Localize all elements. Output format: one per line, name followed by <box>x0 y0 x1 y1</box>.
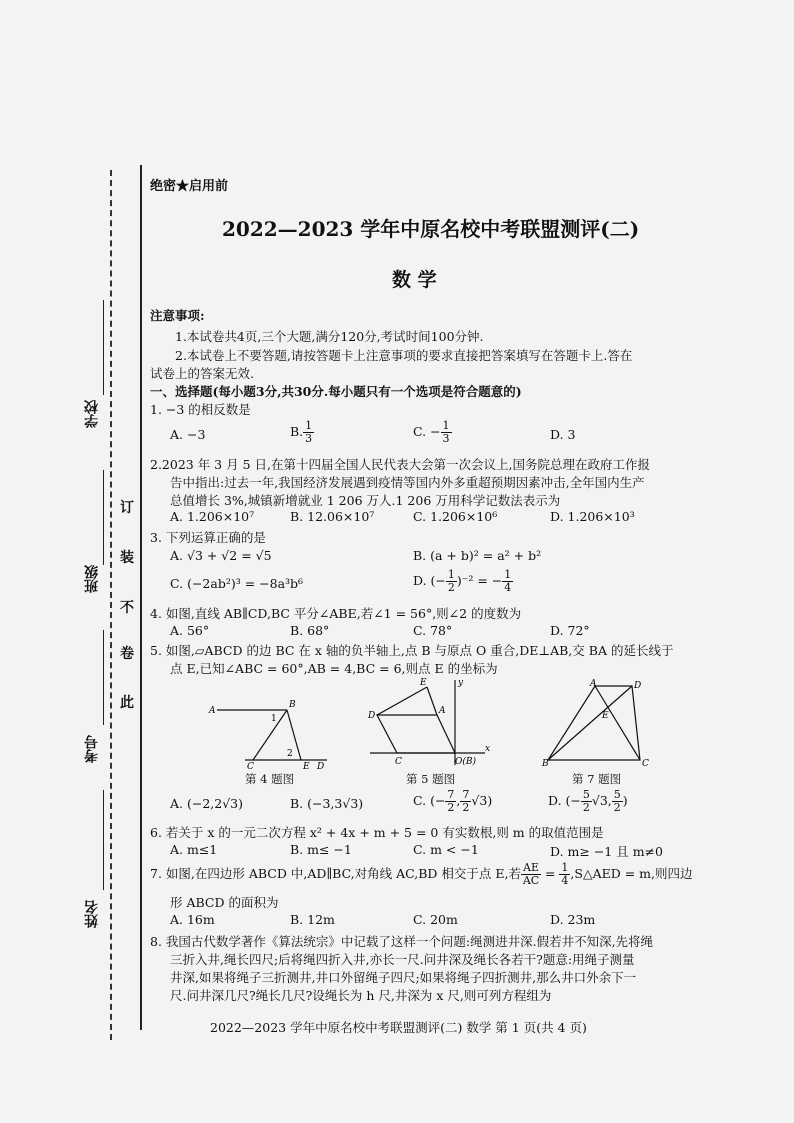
q4-option-d: D. 72° <box>550 623 590 638</box>
figure-5-caption: 第 5 题图 <box>406 772 456 786</box>
svg-text:D: D <box>368 711 376 721</box>
seal-char: 订 <box>120 500 134 516</box>
q5-option-c: C. (− $\frac{7}{2}$ , $\frac{7}{2}$ √3) <box>413 788 493 814</box>
q1-option-a: A. −3 <box>170 427 206 442</box>
confidential-mark: 绝密★启用前 <box>150 179 229 194</box>
notice-heading: 注意事项: <box>150 308 205 323</box>
q6-option-c: C. m < −1 <box>413 842 479 857</box>
q3-option-a: A. √3 + √2 = √5 <box>170 548 272 563</box>
q5-line-2: 点 E,已知∠ABC = 60°,AB = 4,BC = 6,则点 E 的坐标为 <box>170 661 498 676</box>
q5-option-d: D. (− $\frac{5}{2}$ √3, $\frac{5}{2}$ ) <box>548 788 628 814</box>
svg-text:E: E <box>420 678 427 688</box>
svg-text:x: x <box>485 744 491 754</box>
q6-option-b: B. m≤ −1 <box>290 842 352 857</box>
q7-option-d: D. 23m <box>550 912 596 927</box>
figure-7 <box>540 678 655 768</box>
svg-text:1: 1 <box>271 714 277 724</box>
school-underline <box>103 300 104 395</box>
svg-text:2: 2 <box>287 749 293 759</box>
q1-option-d: D. 3 <box>550 427 576 442</box>
name-label: 姓名 <box>84 900 100 928</box>
class-label: 班级 <box>84 565 100 593</box>
q4-option-a: A. 56° <box>170 623 210 638</box>
q8-line-2: 三折入井,绳长四尺;后将绳四折入井,亦长一尺.问井深及绳长各若干?题意:用绳子测量 <box>170 952 635 967</box>
class-underline <box>103 470 104 565</box>
svg-text:D: D <box>634 681 642 691</box>
figure-4-caption: 第 4 题图 <box>245 772 295 786</box>
q2-option-c: C. 1.206×10⁶ <box>413 509 498 524</box>
section-heading: 一、选择题(每小题3分,共30分.每小题只有一个选项是符合题意的) <box>150 384 522 399</box>
q6-option-d: D. m≥ −1 且 m≠0 <box>550 844 663 859</box>
q2-line-1: 2.2023 年 3 月 5 日,在第十四届全国人民代表大会第一次会议上,国务院总理在政府工作报 <box>150 457 650 472</box>
figure-5 <box>365 675 495 770</box>
q4-option-c: C. 78° <box>413 623 453 638</box>
q1-option-b: B. $\frac{1}{3}$ <box>290 419 313 445</box>
figure-4 <box>205 695 335 770</box>
seal-char: 不 <box>120 600 134 616</box>
svg-text:B: B <box>289 700 296 710</box>
svg-text:A: A <box>590 679 597 689</box>
q1-option-c: C. − $\frac{1}{3}$ <box>413 419 450 445</box>
subject-title: 数 学 <box>392 269 437 291</box>
q8-line-4: 尺.问井深几尺?绳长几尺?设绳长为 h 尺,井深为 x 尺,则可列方程组为 <box>170 988 552 1003</box>
svg-text:y: y <box>458 678 464 688</box>
page-footer: 2022—2023 学年中原名校中考联盟测评(二) 数学 第 1 页(共 4 页) <box>210 1020 587 1035</box>
exam-title: 2022—2023 学年中原名校中考联盟测评(二) <box>222 217 640 241</box>
q2-option-b: B. 12.06×10⁷ <box>290 509 375 524</box>
q6-option-a: A. m≤1 <box>170 842 218 857</box>
svg-text:O(B): O(B) <box>455 757 477 767</box>
svg-text:E: E <box>602 711 609 721</box>
svg-text:A: A <box>439 706 446 716</box>
svg-text:C: C <box>247 762 254 770</box>
q2-option-d: D. 1.206×10³ <box>550 509 635 524</box>
q1-stem: 1. −3 的相反数是 <box>150 402 251 417</box>
margin-border-line <box>140 165 142 1030</box>
q8-line-3: 井深,如果将绳子三折测井,井口外留绳子四尺;如果将绳子四折测井,那么井口外余下一 <box>170 970 637 985</box>
q8-line-1: 8. 我国古代数学著作《算法统宗》中记载了这样一个问题:绳测进井深.假若井不知深,先将绳 <box>150 934 654 949</box>
q2-line-2: 告中指出:过去一年,我国经济发展遇到疫情等国内外多重超预期因素冲击,全年国内生产 <box>170 475 645 490</box>
q2-line-3: 总值增长 3%,城镇新增就业 1 206 万人.1 206 万用科学记数法表示为 <box>170 493 561 508</box>
q3-option-d: D. (− $\frac{1}{2}$ )⁻² = − $\frac{1}{4}$ <box>413 568 512 594</box>
svg-text:A: A <box>209 706 216 716</box>
q6-stem: 6. 若关于 x 的一元二次方程 x² + 4x + m + 5 = 0 有实数根,则 m 的取值范围是 <box>150 825 604 840</box>
exam-no-label: 考号 <box>84 735 100 763</box>
seal-char: 此 <box>120 695 134 711</box>
binding-dashed-line <box>110 170 112 1040</box>
q4-option-b: B. 68° <box>290 623 330 638</box>
svg-text:E: E <box>303 762 310 770</box>
svg-text:C: C <box>642 759 649 768</box>
svg-text:C: C <box>395 757 402 767</box>
school-label: 学校 <box>84 400 100 428</box>
seal-char: 卷 <box>120 646 134 662</box>
q5-option-a: A. (−2,2√3) <box>170 796 243 811</box>
q2-option-a: A. 1.206×10⁷ <box>170 509 255 524</box>
q3-option-b: B. (a + b)² = a² + b² <box>413 548 542 563</box>
notice-item-2: 2.本试卷上不要答题,请按答题卡上注意事项的要求直接把答案填写在答题卡上.答在 <box>175 348 633 363</box>
notice-item-1: 1.本试卷共4页,三个大题,满分120分,考试时间100分钟. <box>175 329 484 344</box>
q5-line-1: 5. 如图,▱ABCD 的边 BC 在 x 轴的负半轴上,点 B 与原点 O 重合,DE⊥AB,交 BA 的延长线于 <box>150 643 674 658</box>
seal-char: 装 <box>120 550 134 566</box>
name-underline <box>103 790 104 890</box>
q3-stem: 3. 下列运算正确的是 <box>150 530 266 545</box>
q3-option-c: C. (−2ab²)³ = −8a³b⁶ <box>170 576 304 591</box>
q7-option-c: C. 20m <box>413 912 458 927</box>
svg-text:B: B <box>542 759 549 768</box>
notice-item-2-cont: 试卷上的答案无效. <box>150 366 254 381</box>
q7-option-b: B. 12m <box>290 912 335 927</box>
figure-7-caption: 第 7 题图 <box>572 772 622 786</box>
q7-line-1: 7. 如图,在四边形 ABCD 中,AD∥BC,对角线 AC,BD 相交于点 E,若 $\frac{AE}{AC}$ = $\frac{1}{4}$ ,S△AED = m,则四边 <box>150 861 693 887</box>
q7-option-a: A. 16m <box>170 912 215 927</box>
q5-option-b: B. (−3,3√3) <box>290 796 364 811</box>
q7-line-2: 形 ABCD 的面积为 <box>170 895 279 910</box>
q4-stem: 4. 如图,直线 AB∥CD,BC 平分∠ABE,若∠1 = 56°,则∠2 的度数为 <box>150 606 522 621</box>
exam-no-underline <box>103 630 104 725</box>
svg-text:D: D <box>317 762 325 770</box>
